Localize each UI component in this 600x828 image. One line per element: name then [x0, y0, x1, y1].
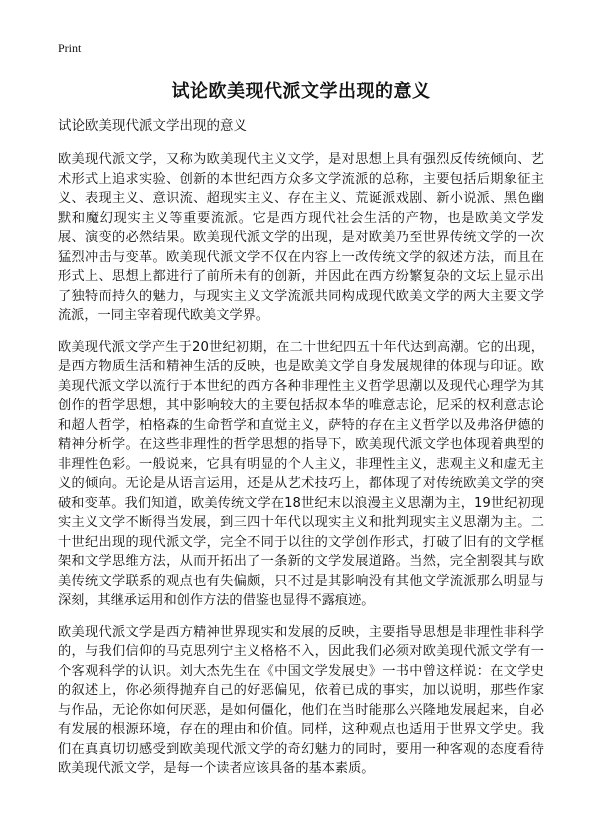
paragraph-3: 欧美现代派文学是西方精神世界现实和发展的反映，主要指导思想是非理性非科学的，与我们信仰的马克思列宁主义格格不入，因此我们必须对欧美现代派文学有一个客观科学的认识。刘大杰先生在《中国文学发展史》一书中曾这样说：在文学史的叙述上，你必须得抛弃自己的好恶偏见，依着已成的事实，加以说明，那些作家与作品，无论你如何厌恶，是如何僵化，他们在当时能那么兴隆地发展起来，自必有发展的根源环境，存在的理由和价值。同样，这种观点也适用于世界文学史。我们在真真切切感受到欧美现代派文学的奇幻魅力的同时，要用一种客观的态度看待欧美现代派文学，是每一个读者应该具备的基本素质。 [58, 624, 544, 776]
paragraph-1: 欧美现代派文学，又称为欧美现代主义文学，是对思想上具有强烈反传统倾向、艺术形式上追求实验、创新的本世纪西方众多文学流派的总称，主要包括后期象征主义、表现主义、意识流、超现实主义、存在主义、荒诞派戏剧、新小说派、黑色幽默和魔幻现实主义等重要流派。它是西方现代社会生活的产物，也是欧美文学发展、演变的必然结果。欧美现代派文学的出现，是对欧美乃至世界传统文学的一次猛烈冲击与变革。欧美现代派文学不仅在内容上一改传统文学的叙述方法，而且在形式上、思想上都进行了前所未有的创新，并因此在西方纷繁复杂的文坛上显示出了独特而持久的魅力，与现实主义文学流派共同构成现代欧美文学的两大主要文学流派，一同主宰着现代欧美文学界。 [58, 152, 544, 323]
article-title: 试论欧美现代派文学出现的意义 [171, 81, 431, 102]
article-subtitle: 试论欧美现代派文学出现的意义 [58, 118, 247, 134]
print-label: Print [58, 41, 82, 55]
paragraph-2: 欧美现代派文学产生于20世纪初期，在二十世纪四五十年代达到高潮。它的出现，是西方物质生活和精神生活的反映，也是欧美文学自身发展规律的体现与印证。欧美现代派文学以流行于本世纪的西方各种非理性主义哲学思潮以及现代心理学为其创作的哲学思想，其中影响较大的主要包括叔本华的唯意志论，尼采的权利意志论和超人哲学，柏格森的生命哲学和直觉主义，萨特的存在主义哲学以及弗洛伊德的精神分析学。在这些非理性的哲学思想的指导下，欧美现代派文学也体现着典型的非理性色彩。一般说来，它具有明显的个人主义，非理性主义，悲观主义和虚无主义的倾向。无论是从语言运用，还是从艺术技巧上，都体现了对传统欧美文学的突破和变革。我们知道，欧美传统文学在18世纪末以浪漫主义思潮为主，19世纪初现实主义文学不断得当发展，到三四十年代以现实主义和批判现实主义思潮为主。二十世纪出现的现代派文学，完全不同于以往的文学创作形式，打破了旧有的文学框架和文学思维方法，从而开拓出了一条新的文学发展道路。当然，完全割裂其与欧美传统文学联系的观点也有失偏颇，只不过是其影响没有其他文学流派那么明显与深刻，其继承运用和创作方法的借鉴也显得不露痕迹。 [58, 339, 544, 608]
